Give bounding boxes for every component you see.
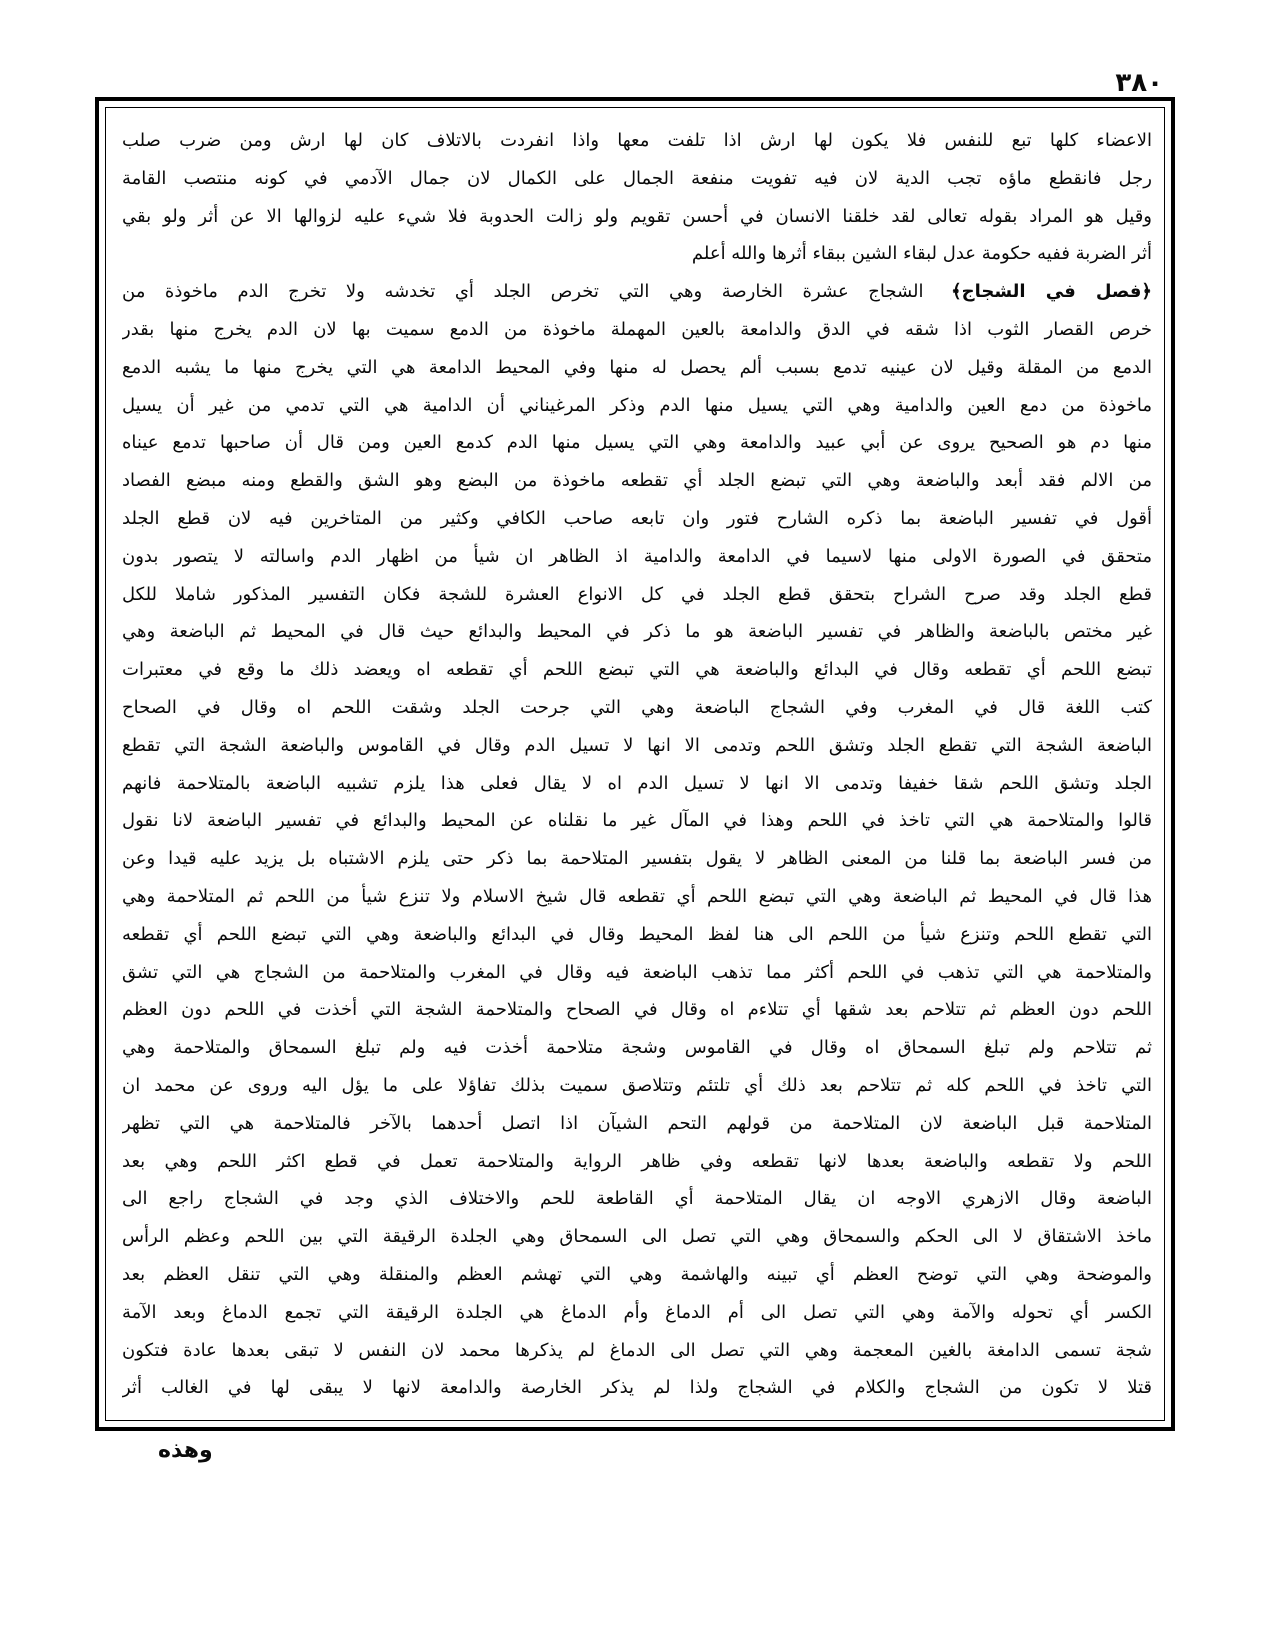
text-line: المتلاحمة قبل الباضعة لان المتلاحمة من قولهم التحم الشيآن اذا اتصل أحدهما بالآخر فالمتلاحمة هي التي تظهر bbox=[122, 1112, 1152, 1134]
text-line: الاعضاء كلها تبع للنفس فلا يكون لها ارش اذا تلفت معها واذا انفردت بالاتلاف كان لها ارش ومن ضرب صلب bbox=[122, 130, 1152, 151]
text-line: والمتلاحمة هي التي تذهب في اللحم أكثر مما تذهب الباضعة فيه وقال في المغرب والمتلاحمة من الشجاج هي التي تشق bbox=[122, 961, 1152, 983]
text-line: اللحم دون العظم ثم تتلاحم بعد شقها أي تتلاءم اه وقال في الصحاح والمتلاحمة الشجة التي أخذت في اللحم دون العظم bbox=[122, 999, 1152, 1021]
text-line: التي تقطع اللحم وتنزع شيأ من اللحم الى هنا لفظ المحيط وقال في البدائع والباضعة وهي التي تبضع اللحم أي تقطعه bbox=[122, 923, 1152, 945]
text-line: قالوا والمتلاحمة هي التي تاخذ في اللحم وهذا في المآل غير ما نقلناه عن المحيط والبدائع في تفسير الباضعة لانا نقول bbox=[122, 810, 1152, 832]
text-line: ثم تتلاحم ولم تبلغ السمحاق اه وقال في القاموس وشجة متلاحمة أخذت فيه ولم تبلغ السمحاق والمتلاحمة وهي bbox=[122, 1037, 1152, 1059]
catchword: وهذه bbox=[158, 1438, 213, 1463]
text-line: الباضعة وقال الازهري الاوجه ان يقال المتلاحمة أي القاطعة للحم والاختلاف الذي وجد في الشجاج راجع الى bbox=[122, 1188, 1152, 1210]
text-line: من فسر الباضعة بما قلنا من المعنى الظاهر لا يقول بتفسير المتلاحمة بما ذكر حتى يلزم الاشتباه بل يزيد عليه قيدا وعن bbox=[122, 848, 1152, 870]
text-line: اللحم ولا تقطعه والباضعة بعدها لانها تقطعه وفي ظاهر الرواية والمتلاحمة تعمل في قطع اكثر اللحم وهي بعد bbox=[122, 1150, 1152, 1172]
text-line: شجة تسمى الدامغة بالغين المعجمة وهي التي تصل الى الدماغ لم يذكرها محمد لان النفس لا تبقى بعدها عادة فتكون bbox=[122, 1339, 1152, 1361]
text-line: تبضع اللحم أي تقطعه وقال في البدائع والباضعة هي التي تبضع اللحم أي تقطعه اه ويعضد ذلك ما وقع في معتبرات bbox=[122, 659, 1152, 681]
text-line: أقول في تفسير الباضعة بما ذكره الشارح فتور وان تابعه صاحب الكافي وكثير من المتاخرين فيه لان قطع الجلد bbox=[122, 507, 1152, 529]
text-line: الباضعة الشجة التي تقطع الجلد وتشق اللحم وتدمى الا انها لا تسيل الدم وقال في القاموس والباضعة الشجة التي تقطع bbox=[122, 734, 1152, 756]
text-line: قتلا لا تكون من الشجاج والكلام في الشجاج ولذا لم يذكر الخارصة والدامعة لانها لا يبقى لها في الغالب أثر bbox=[122, 1377, 1152, 1399]
text-line: ماخذ الاشتقاق لا الى الحكم والسمحاق وهي التي تصل الى السمحاق وهي الجلدة الرقيقة التي بين اللحم وعظم الرأس bbox=[122, 1226, 1152, 1248]
text-line: أثر الضربة ففيه حكومة عدل لبقاء الشين ببقاء أثرها والله أعلم bbox=[691, 243, 1152, 265]
text-line: الكسر أي تحوله والآمة وهي التي تصل الى أم الدماغ وأم الدماغ هي الجلدة الرقيقة التي تجمع الدماغ وبعد الآمة bbox=[122, 1301, 1152, 1323]
text-line: قطع الجلد وقد صرح الشراح بتحقق قطع الجلد في كل الانواع العشرة للشجة فكان التفسير المذكور شاملا للكل bbox=[122, 583, 1152, 605]
text-line: التي تاخذ في اللحم كله ثم تتلاحم بعد ذلك أي تلتئم وتتلاصق سميت بذلك تفاؤلا على ما يؤل اليه وروى عن محمد ان bbox=[122, 1074, 1152, 1096]
text-line: متحقق في الصورة الاولى منها لاسيما في الدامعة والدامية اذ الظاهر ان شيأ من اظهار الدم واسالته لا يتصور بدون bbox=[122, 545, 1152, 567]
text-line-rest: الشجاج عشرة الخارصة وهي التي تخرص الجلد أي تخدشه ولا تخرج الدم ماخوذة من bbox=[122, 281, 924, 303]
text-line: من الالم فقد أبعد والباضعة وهي التي تبضع الجلد أي تقطعه ماخوذة من البضع وهو الشق والقطع ومنه مبضع الفصاد bbox=[122, 470, 1152, 492]
text-line: وقيل هو المراد بقوله تعالى لقد خلقنا الانسان في أحسن تقويم ولو زالت الحدوبة فلا شيء عليه لزوالها الا عن أثر ولو بقي bbox=[122, 205, 1152, 227]
text-line: والموضحة وهي التي توضح العظم أي تبينه والهاشمة وهي التي تهشم العظم والمنقلة وهي التي تنقل العظم بعد bbox=[122, 1263, 1152, 1285]
text-line: ماخوذة من دمع العين والدامية وهي التي يسيل منها الدم وذكر المرغيناني أن الدامية هي التي تدمي من غير أن يسيل bbox=[122, 394, 1152, 416]
text-line: رجل فانقطع ماؤه تجب الدية لان فيه تفويت منفعة الجمال على الكمال لان جمال الآدمي في كونه منتصب القامة bbox=[122, 167, 1152, 189]
text-line: الجلد وتشق اللحم شقا خفيفا وتدمى الا انها لا تسيل الدم اه لا يقال فعلى هذا يلزم تشبيه الباضعة بالمتلاحمة فانهم bbox=[122, 772, 1152, 794]
text-body bbox=[122, 122, 1152, 1407]
section-heading: ﴿فصل في الشجاج﴾ bbox=[951, 281, 1152, 303]
page-number: ٣٨٠ bbox=[1115, 68, 1163, 98]
text-line: هذا قال في المحيط ثم الباضعة وهي التي تبضع اللحم أي تقطعه قال شيخ الاسلام ولا تنزع شيأ من اللحم ثم المتلاحمة وهي bbox=[122, 885, 1152, 907]
text-line: الدمع من المقلة وقيل لان عينيه تدمع بسبب ألم يحصل له منها وفي المحيط الدامعة هي التي يخرج منها ما يشبه الدمع bbox=[122, 356, 1152, 378]
text-line: خرص القصار الثوب اذا شقه في الدق والدامعة بالعين المهملة ماخوذة من الدمع سميت بها لان الدم يخرج منها بقدر bbox=[122, 318, 1152, 340]
text-line: غير مختص بالباضعة والظاهر في تفسير الباضعة هو ما ذكر في المحيط والبدائع حيث قال في المحيط ثم الباضعة وهي bbox=[122, 621, 1152, 643]
text-line: كتب اللغة قال في المغرب وفي الشجاج الباضعة وهي التي جرحت الجلد وشقت اللحم اه وقال في الصحاح bbox=[122, 696, 1152, 718]
text-line-with-heading bbox=[122, 273, 1152, 311]
text-line: منها دم هو الصحيح يروى عن أبي عبيد والدامعة وهي التي يسيل منها الدم كدمع العين ومن قال أن صاحبها تدمع عيناه bbox=[122, 432, 1152, 454]
